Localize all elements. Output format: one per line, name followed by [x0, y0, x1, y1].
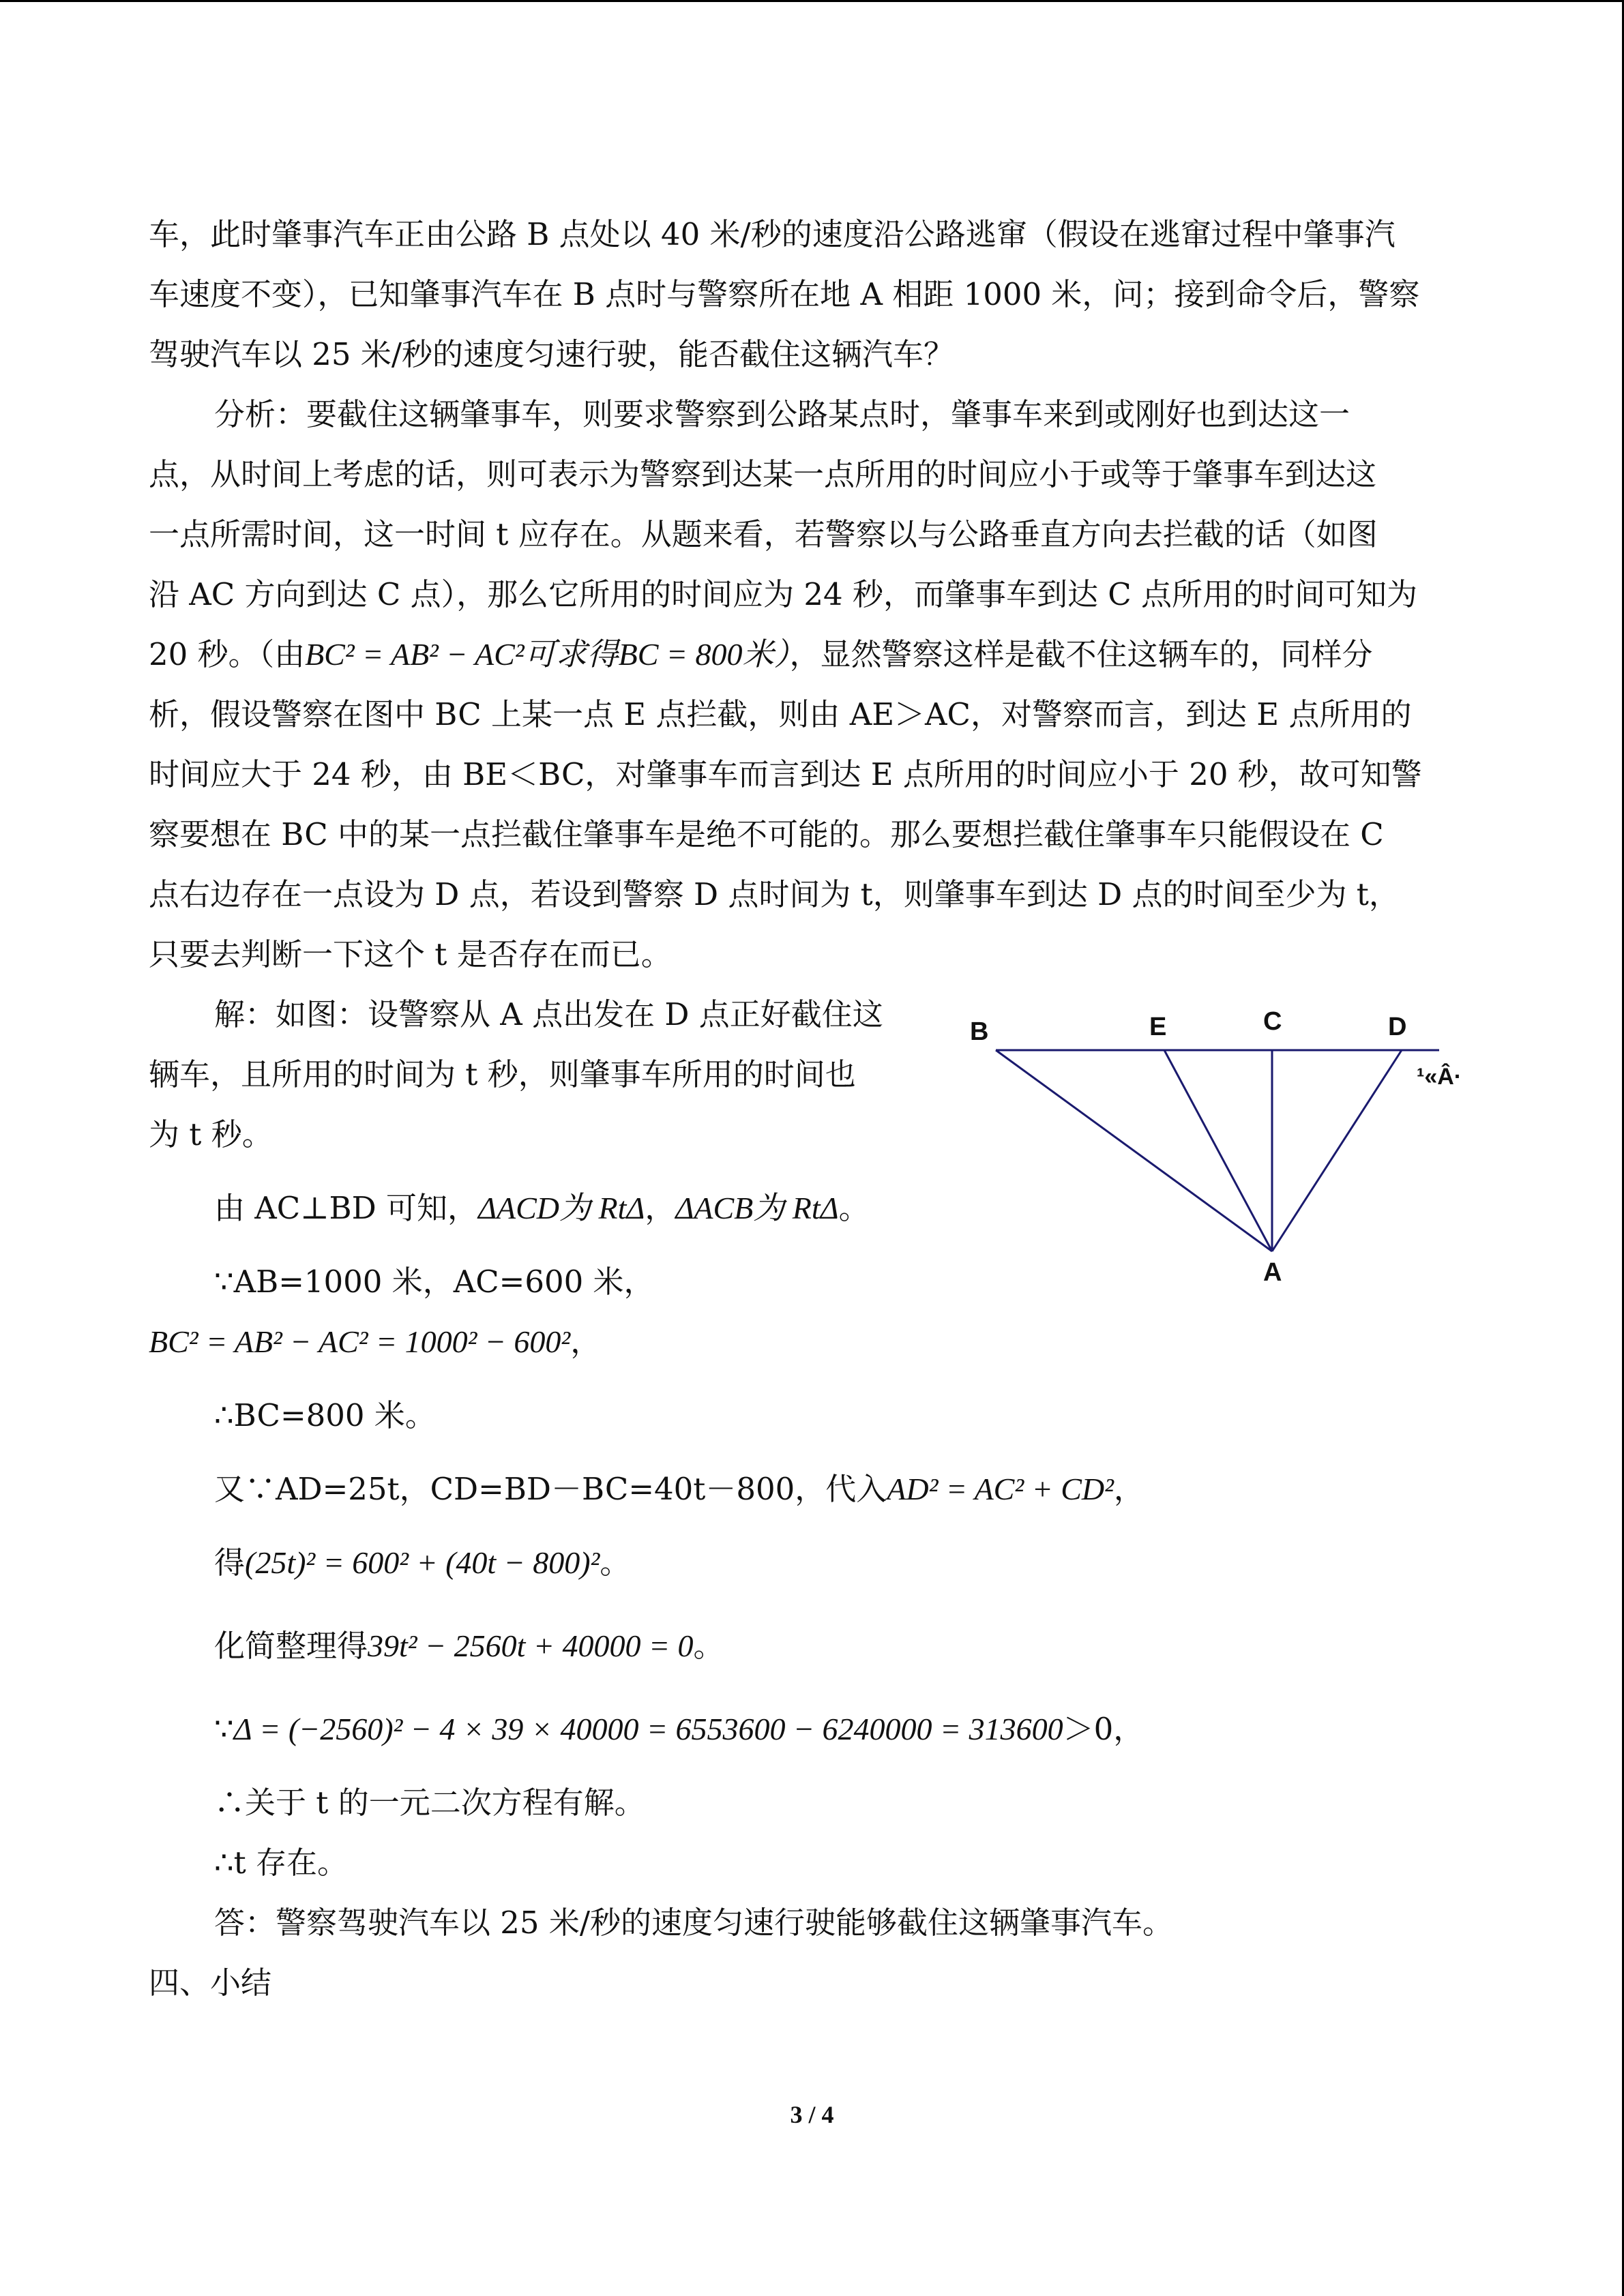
line-bc-result: [149, 1386, 1479, 1446]
text-line: 只要去判断一下这个 t 是否存在而已。: [149, 936, 672, 972]
text-segment: 由 AC⊥BD 可知，: [214, 1190, 479, 1226]
geometry-diagram: [955, 996, 1487, 1287]
text-line: 一点所需时间，这一时间 t 应存在。从题来看，若警察以与公路垂直方向去拦截的话（如图: [149, 516, 1378, 552]
paragraph-analysis: [149, 385, 1479, 985]
line-t-exists: [149, 1833, 1479, 1893]
text-segment: ＞0，: [1063, 1711, 1145, 1747]
text-line: 时间应大于 24 秒，由 BE＜BC，对肇事车而言到达 E 点所用的时间应小于 20 秒，故可知警: [149, 756, 1422, 792]
text-line: 驾驶汽车以 25 米/秒的速度匀速行驶，能否截住这辆汽车？: [149, 336, 955, 372]
formula-acb-right: ΔACB为 RtΔ: [675, 1191, 839, 1225]
text-line: 车，此时肇事汽车正由公路 B 点处以 40 米/秒的速度沿公路逃窜（假设在逃窜过程中肇事汽: [149, 216, 1396, 252]
text-segment: ，: [570, 1324, 602, 1360]
text-segment: 。: [838, 1190, 870, 1226]
text-segment: 又∵AD=25t，CD=BD－BC=40t－800，代入: [214, 1471, 887, 1507]
paragraph-problem: [149, 205, 1479, 385]
label-c: C: [1263, 1007, 1282, 1036]
formula-acd-right: ΔACD为 RtΔ: [478, 1191, 645, 1225]
segment-ad: [1272, 1050, 1402, 1251]
text-line: 分析：要截住这辆肇事车，则要求警察到公路某点时，肇事车来到或刚好也到达这一: [214, 396, 1350, 432]
formula-discriminant: Δ = (−2560)² − 4 × 39 × 40000 = 6553600 − 6240000 = 313600: [233, 1712, 1063, 1746]
text-segment: 四、小结: [149, 1965, 272, 2001]
text-line: 车速度不变），已知肇事汽车在 B 点时与警察所在地 A 相距 1000 米，问；接到命令后，警察: [149, 276, 1420, 312]
label-a: A: [1263, 1258, 1282, 1287]
text-line: 点右边存在一点设为 D 点，若设到警察 D 点时间为 t，则肇事车到达 D 点的时间至少为 t，: [149, 876, 1400, 912]
text-segment: ∵: [214, 1711, 234, 1747]
label-e: E: [1149, 1013, 1167, 1041]
formula-quadratic: 39t² − 2560t + 40000 = 0: [368, 1628, 694, 1663]
text-line: 20 秒。（由: [149, 636, 306, 672]
line-equation: [149, 1533, 1479, 1593]
line-has-solution: [149, 1773, 1479, 1833]
formula-bc-squared: BC² = AB² − AC² = 1000² − 600²: [149, 1324, 571, 1359]
text-segment: ，: [645, 1190, 676, 1226]
text-line: 为 t 秒。: [149, 1116, 273, 1152]
text-line: 察要想在 BC 中的某一点拦截住肇事车是绝不可能的。那么要想拦截住肇事车只能假设在 C: [149, 816, 1384, 852]
paragraph-solution: [149, 985, 954, 1165]
text-segment: 得: [214, 1545, 246, 1581]
segment-ae: [1164, 1050, 1272, 1251]
formula-bc-800: BC² = AB² − AC²可求得BC = 800米）: [305, 637, 790, 672]
text-segment: 答：警察驾驶汽车以 25 米/秒的速度匀速行驶能够截住这辆肇事汽车。: [214, 1905, 1174, 1941]
text-segment: 化简整理得: [214, 1628, 368, 1664]
text-segment: 。: [693, 1628, 724, 1664]
line-discriminant: [149, 1699, 1479, 1759]
text-segment: ∴t 存在。: [214, 1845, 349, 1881]
formula-ad-squared: AD² = AC² + CD²: [887, 1472, 1114, 1506]
line-answer: [149, 1893, 1479, 1953]
label-b: B: [970, 1017, 989, 1046]
diagram-svg: [955, 996, 1487, 1287]
text-segment: 。: [600, 1545, 631, 1581]
text-line: 沿 AC 方向到达 C 点），那么它所用的时间应为 24 秒，而肇事车到达 C 点所用的时间可知为: [149, 576, 1417, 612]
formula-25t-equation: (25t)² = 600² + (40t − 800)²: [245, 1545, 600, 1580]
label-d: D: [1388, 1013, 1407, 1041]
line-bc-squared: [149, 1312, 1479, 1372]
text-line: ，显然警察这样是截不住这辆车的，同样分: [789, 636, 1373, 672]
section-heading-summary: [149, 1953, 1479, 2013]
text-segment: ∴关于 t 的一元二次方程有解。: [214, 1785, 645, 1821]
label-road: ¹«Â·: [1417, 1064, 1462, 1090]
text-line: 解：如图：设警察从 A 点出发在 D 点正好截住这: [214, 996, 883, 1032]
text-line: 析，假设警察在图中 BC 上某一点 E 点拦截，则由 AE＞AC，对警察而言，到达 E 点所用的: [149, 696, 1412, 732]
line-substitution: [149, 1459, 1479, 1519]
segment-ab: [996, 1050, 1272, 1251]
text-segment: ∵AB=1000 米，AC=600 米，: [214, 1264, 655, 1300]
text-segment: ∴BC=800 米。: [214, 1397, 436, 1433]
text-segment: ，: [1113, 1471, 1145, 1507]
line-simplified: [149, 1616, 1479, 1676]
text-line: 辆车，且所用的时间为 t 秒，则肇事车所用的时间也: [149, 1056, 856, 1092]
page-number: 3 / 4: [790, 2101, 834, 2128]
text-line: 点，从时间上考虑的话，则可表示为警察到达某一点所用的时间应小于或等于肇事车到达这: [149, 456, 1377, 492]
